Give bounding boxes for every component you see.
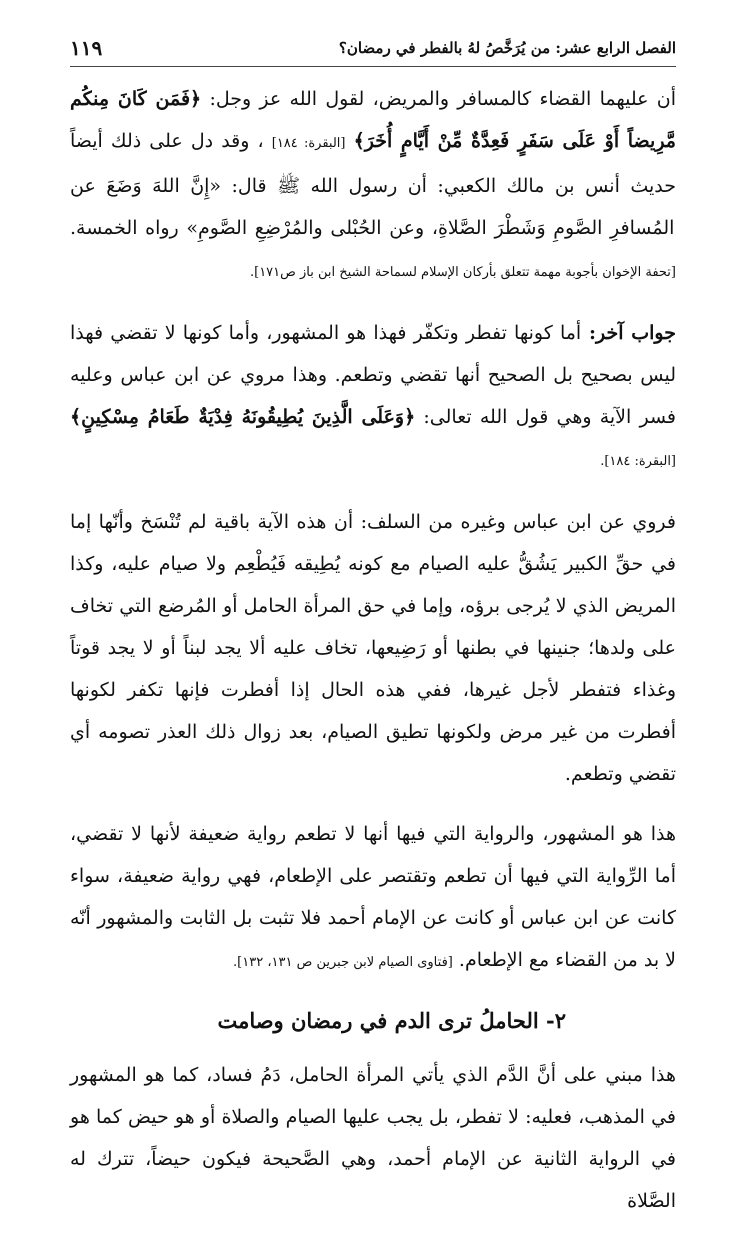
source-citation: [فتاوى الصيام لابن جبرين ص ١٣١، ١٣٢].: [233, 955, 453, 970]
paragraph-text: أن عليهما القضاء كالمسافر والمريض، لقول الله عز وجل:: [201, 88, 676, 110]
paragraph-text: فروي عن ابن عباس وغيره من السلف: أن هذه الآية باقية لم تُنْسَخ وأنّها إما في حقِّ الكبير يَشُقُّ عليه الصيام مع كونه يُطِيقه فَيُطْعِم ولا صيام عليه، وكذا المريض الذي لا يُرجى برؤه، وإما في حق المرأة الحامل أو المُرضع التي تخاف على ولدها؛ جنينها في بطنها أو رَضِيعها، تخاف عليه ألا يجد لبناً أو لا يجد قوتاً وغذاء فتفطر لأجل غيرها، ففي هذه الحال إذا أفطرت فإنها تكفر لكونها أفطرت من غير مرض ولكونها تطيق الصيام، بعد زوال ذلك العذر تصومه أي تقضي وتطعم.: [70, 511, 676, 785]
verse-reference: [البقرة: ١٨٤].: [600, 454, 676, 469]
paragraph-5: هذا مبني على أنَّ الدَّم الذي يأتي المرأة الحامل، دَمُ فساد، كما هو المشهور في المذهب، فعليه: لا تفطر، بل يجب عليها الصيام والصلاة أو هو حيض كما هو في الرواية الثانية عن الإمام أحمد، وهي الصَّحيحة فيكون حيضاً، تترك له الصَّلاة: [70, 1064, 676, 1212]
chapter-title: الفصل الرابع عشر: من يُرَخَّصُ لهُ بالفطر في رمضان؟: [338, 39, 676, 57]
page-header: [70, 30, 676, 67]
quran-verse: ﴿وَعَلَى الَّذِينَ يُطِيقُونَهُ فِدْيَةٌ طَعَامُ مِسْكِينٍ﴾: [70, 406, 416, 428]
page-content: [70, 78, 676, 1240]
paragraph-text: ، وقد دل على ذلك أيضاً حديث أنس بن مالك الكعبي: أن رسول الله ﷺ قال: «إِنَّ اللهَ وَضَعَ عن المُسافرِ الصَّومِ وَشَطْرَ الصَّلاةِ، وعن الحُبْلى والمُرْضِعِ الصَّومِ» رواه الخمسة.: [70, 130, 676, 239]
quran-verse: ﴿فَمَن كَانَ مِنكُم مَّرِيضاً أَوْ عَلَى سَفَرٍ فَعِدَّةٌ مِّنْ أَيَّامٍ أُخَرَ﴾: [70, 88, 676, 152]
paragraph-2: [70, 312, 676, 483]
page-number: ١١٩: [70, 36, 103, 60]
paragraph-4: [70, 813, 676, 984]
verse-reference: [البقرة: ١٨٤]: [271, 136, 346, 151]
paragraph-1: [70, 78, 676, 294]
paragraph-text: أما كونها تفطر وتكفّر فهذا هو المشهور، وأما كونها لا تقضي فهذا ليس بصحيح بل الصحيح أنها تقضي وتطعم. وهذا مروي عن ابن عباس وعليه فسر الآية وهي قول الله تعالى:: [70, 322, 677, 428]
source-citation: [تحفة الإخوان بأجوبة مهمة تتعلق بأركان الإسلام لسماحة الشيخ ابن باز ص١٧١].: [249, 265, 676, 280]
paragraph-3: [70, 501, 676, 795]
section-heading: ٢- الحاملُ ترى الدم في رمضان وصامت: [217, 1008, 566, 1033]
paragraph-text: هذا هو المشهور، والرواية التي فيها أنها لا تطعم رواية ضعيفة لأنها لا تقضي، أما الرِّواية التي فيها أن تطعم وتقتصر على الإطعام، فهي رواية ضعيفة، سواء كانت عن ابن عباس أو كانت عن الإمام أحمد فلا تثبت بل الثابت والمشهور أنّه لا بد من القضاء مع الإطعام.: [70, 823, 676, 971]
answer-label: جواب آخر:: [581, 322, 676, 344]
